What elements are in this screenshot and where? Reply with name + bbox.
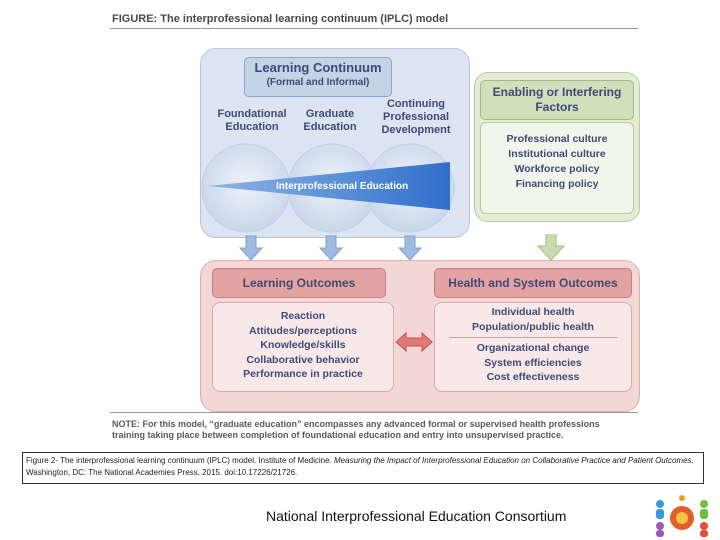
- list-item: Workforce policy: [514, 163, 600, 175]
- down-arrow-graduate: [320, 236, 342, 260]
- learning-outcomes-list: [212, 302, 394, 392]
- learning-continuum-subtitle: (Formal and Informal): [266, 77, 370, 88]
- figure-title: FIGURE: The interprofessional learning continuum (IPLC) model: [112, 13, 449, 25]
- list-item: Institutional culture: [508, 148, 606, 160]
- down-arrow-foundational: [240, 236, 262, 260]
- outcomes-divider: [449, 337, 617, 338]
- list-item: Reaction: [280, 310, 326, 322]
- enabling-factors-header: Enabling or Interfering Factors: [480, 80, 634, 120]
- title-rule: [110, 28, 638, 29]
- list-item: Professional culture: [506, 133, 608, 145]
- list-item: Population/public health: [472, 320, 594, 333]
- list-item: Cost effectiveness: [486, 371, 580, 383]
- stage-foundational: Foundational Education: [217, 108, 287, 133]
- health-outcomes-list: [434, 302, 632, 392]
- list-item: Individual health: [491, 306, 575, 318]
- consortium-logo-icon: [650, 494, 714, 538]
- figure-caption: Figure 2- The interprofessional learning continuum (IPLC) model. Institute of Medicine. Measuring the Impact of Interprofessional Education on Collaborative Practice and Patient Outcomes. Washington, DC: The National Academies Press, 2015. doi:10.17226/21726.: [26, 456, 694, 477]
- list-item: System efficiencies: [484, 356, 582, 369]
- learning-continuum-title: Learning Continuum: [254, 60, 382, 75]
- ipe-wedge-label: Interprofessional Education: [276, 181, 409, 192]
- double-arrow-icon: [394, 330, 434, 354]
- learning-outcomes-header: Learning Outcomes: [212, 268, 386, 298]
- list-item: Financing policy: [515, 178, 599, 190]
- caption-title: Measuring the Impact of Interprofessional Education on Collaborative Practice and Patient Outcomes: [334, 456, 692, 465]
- footer-organization: National Interprofessional Education Consortium: [266, 508, 567, 524]
- health-outcomes-header: Health and System Outcomes: [434, 268, 632, 298]
- learning-continuum-header: [244, 57, 392, 97]
- down-arrow-continuing: [399, 236, 421, 260]
- stage-graduate: Graduate Education: [303, 108, 357, 133]
- note-rule: [110, 412, 638, 413]
- list-item: Knowledge/skills: [260, 339, 346, 351]
- figure-note: NOTE: For this model, “graduate education” encompasses any advanced formal or supervised health professions training taking place between completion of foundational education and entry into unsupervised practice.: [112, 419, 600, 440]
- enabling-factors-list: [480, 122, 634, 214]
- list-item: Organizational change: [476, 342, 590, 354]
- list-item: Performance in practice: [243, 368, 363, 380]
- list-item: Attitudes/perceptions: [249, 324, 357, 337]
- list-item: Collaborative behavior: [246, 353, 360, 366]
- down-arrow-factors: [538, 234, 564, 260]
- stage-continuing: Continuing Professional Development: [381, 98, 451, 136]
